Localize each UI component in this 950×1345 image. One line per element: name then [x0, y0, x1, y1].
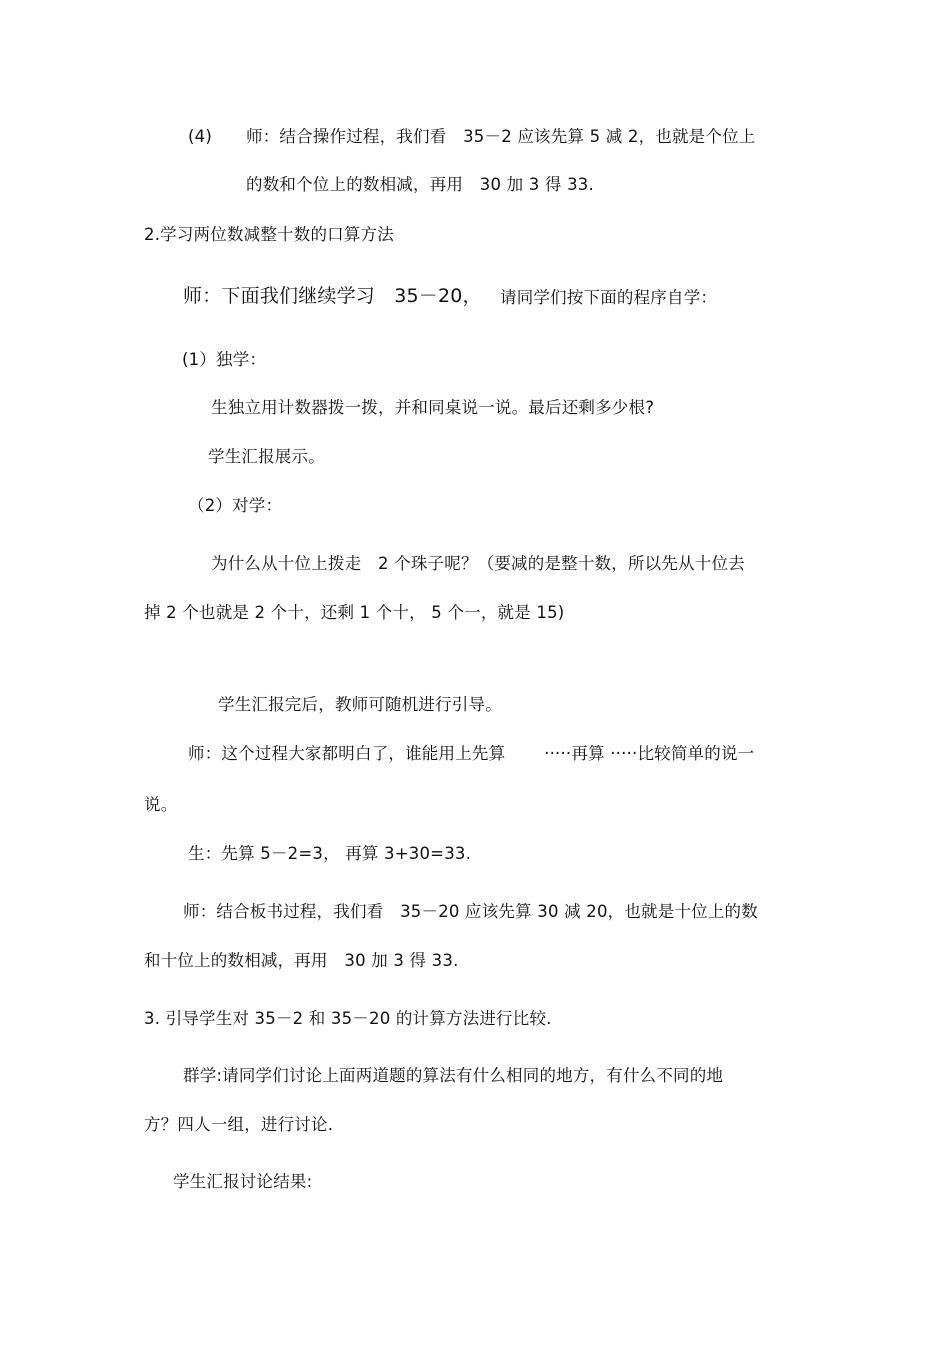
paragraph-line: 请同学们按下面的程序自学： — [500, 288, 718, 307]
step-heading: (1）独学： — [182, 350, 267, 369]
paragraph-line: 说。 — [144, 795, 178, 814]
paragraph-line: 群学:请同学们讨论上面两道题的算法有什么相同的地方，有什么不同的地 — [183, 1066, 724, 1085]
paragraph-line: 师：结合板书过程，我们看 35－20 应该先算 30 减 20，也就是十位上的数 — [183, 902, 758, 921]
paragraph-line: 师：结合操作过程，我们看 35－2 应该先算 5 减 2，也就是个位上 — [246, 127, 756, 146]
paragraph-line: 方？四人一组，进行讨论. — [144, 1115, 334, 1134]
section-heading: 2.学习两位数减整十数的口算方法 — [144, 225, 394, 244]
paragraph-line: 和十位上的数相减，再用 30 加 3 得 33. — [144, 951, 459, 970]
paragraph-line: 生：先算 5－2=3， 再算 3+30=33. — [188, 844, 472, 863]
paragraph-line: 掉 2 个也就是 2 个十，还剩 1 个十， 5 个一，就是 15) — [144, 603, 565, 622]
paragraph-line: 学生汇报讨论结果: — [173, 1172, 313, 1191]
paragraph-line: 师：这个过程大家都明白了，谁能用上先算 ·····再算 ·····比较简单的说一 — [188, 744, 755, 763]
item-marker: (4) — [188, 127, 212, 146]
paragraph-line: 学生汇报完后，教师可随机进行引导。 — [218, 695, 502, 714]
paragraph-line: 学生汇报展示。 — [208, 447, 325, 466]
paragraph-line: 生独立用计数器拨一拨，并和同桌说一说。最后还剩多少根? — [211, 398, 655, 417]
section-heading: 3. 引导学生对 35－2 和 35－20 的计算方法进行比较. — [144, 1009, 552, 1028]
paragraph-line: 为什么从十位上拨走 2 个珠子呢？（要减的是整十数，所以先从十位去 — [211, 554, 745, 573]
paragraph-line: 师：下面我们继续学习 35－20， — [183, 285, 482, 307]
step-heading: （2）对学： — [188, 496, 283, 515]
paragraph-line: 的数和个位上的数相减，再用 30 加 3 得 33. — [246, 175, 594, 194]
